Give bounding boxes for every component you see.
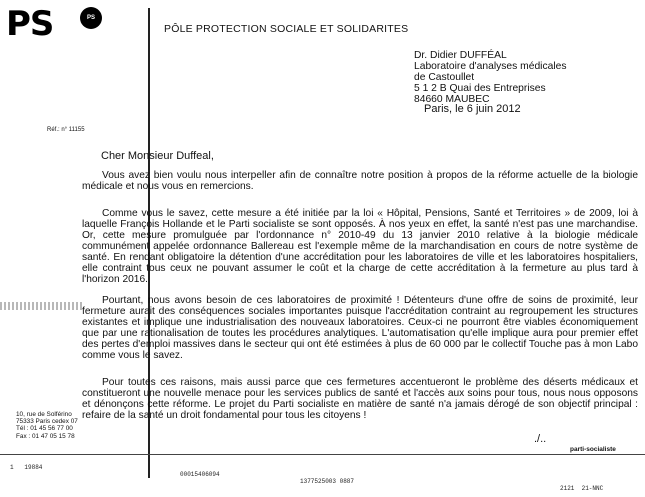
recipient-line: Dr. Didier DUFFÉAL (414, 50, 507, 61)
party-name: parti-socialiste (570, 446, 616, 453)
ps-seal-icon: PS (80, 7, 102, 29)
paragraph-4: Pour toutes ces raisons, mais aussi parce que ces fermetures accentueront le problème des déserts médicaux et constitueront une nouvelle menace pour les services publics de santé et l'accès aux soins pour tous, nous nous opposons et dénonçons cette réforme. Le projet du Parti socialiste en matière de santé n'a jamais dérogé de son objectif principal : refaire de la santé un droit fondamental pour tous les citoyens ! (82, 377, 638, 421)
fax-text: 1377525003 0887 (300, 478, 355, 485)
address-line: Tél : 01 45 56 77 00 (16, 425, 73, 433)
salutation: Cher Monsieur Duffeal, (101, 150, 214, 162)
recipient-line: Laboratoire d'analyses médicales (414, 61, 567, 72)
address-line: 10, rue de Solférino (16, 411, 72, 418)
paragraph-1: Vous avez bien voulu nous interpeller afin de connaître notre position à propos de la réforme actuelle de la biologie médicale et nous vous en remercions. (82, 170, 638, 192)
department-title: PÔLE PROTECTION SOCIALE ET SOLIDARITES (164, 23, 409, 35)
fax-text: 2121 21-NNC (560, 485, 604, 492)
recipient-line: 84660 MAUBEC (414, 94, 490, 105)
ps-logo: PS (6, 4, 54, 44)
paragraph-2: Comme vous le savez, cette mesure a été initiée par la loi « Hôpital, Pensions, Santé et Territoires » de 2009, loi à laquelle François Hollande et le Parti socialiste se sont opposés. À nos yeux en effet, la santé n'est pas une marchandise. Or, cette mesure promulguée par l'ordonnance n° 2010-49 du 13 janvier 2010 relative à la biologie médicale communément appelée ordonnance Ballereau est l'exemple même de la marchandisation en cours de notre système de santé. En rendant obligatoire la détention d'une accréditation pour les laboratoires de ville et les laboratoires hospitaliers, elle contraint tous ceux ne pouvant assumer le coût et la charge de cette accréditation à la fermeture au plus tard à l'horizon 2016. (82, 208, 638, 285)
fax-text: 00015406094 (180, 471, 220, 478)
scan-smudge (0, 302, 82, 310)
reference-number: Réf.: n° 11155 (47, 127, 85, 133)
address-line: Fax : 01 47 05 15 78 (16, 432, 75, 440)
continuation-mark: ./.. (534, 433, 547, 445)
recipient-line: 5 1 2 B Quai des Entreprises (414, 83, 546, 94)
fax-text: 1 19884 (10, 464, 43, 471)
paragraph-3: Pourtant, nous avons besoin de ces laboratoires de proximité ! Détenteurs d'une offre de soins de proximité, leur fermeture aurait des conséquences sociales importantes puisque l'accréditation contraint au regroupement les structures existantes et implique une industrialisation des nouveaux laboratoires. Ceux-ci ne pourront être viables économiquement que par une rationalisation de toutes les procédures analytiques. L'automatisation qu'elle implique aura pour premier effet des pertes d'emploi massives dans le secteur qui ont été estimées à plus de 60 000 par le collectif Touche pas à mon Labo comme vous le savez. (82, 295, 638, 361)
recipient-address (414, 50, 567, 105)
letter-date: Paris, le 6 juin 2012 (424, 103, 521, 115)
recipient-line: de Castoullet (414, 72, 475, 83)
fax-rule (0, 454, 645, 455)
fax-header-line (0, 457, 645, 492)
footer-address (16, 411, 78, 440)
address-line: 75333 Paris cedex 07 (16, 418, 78, 426)
